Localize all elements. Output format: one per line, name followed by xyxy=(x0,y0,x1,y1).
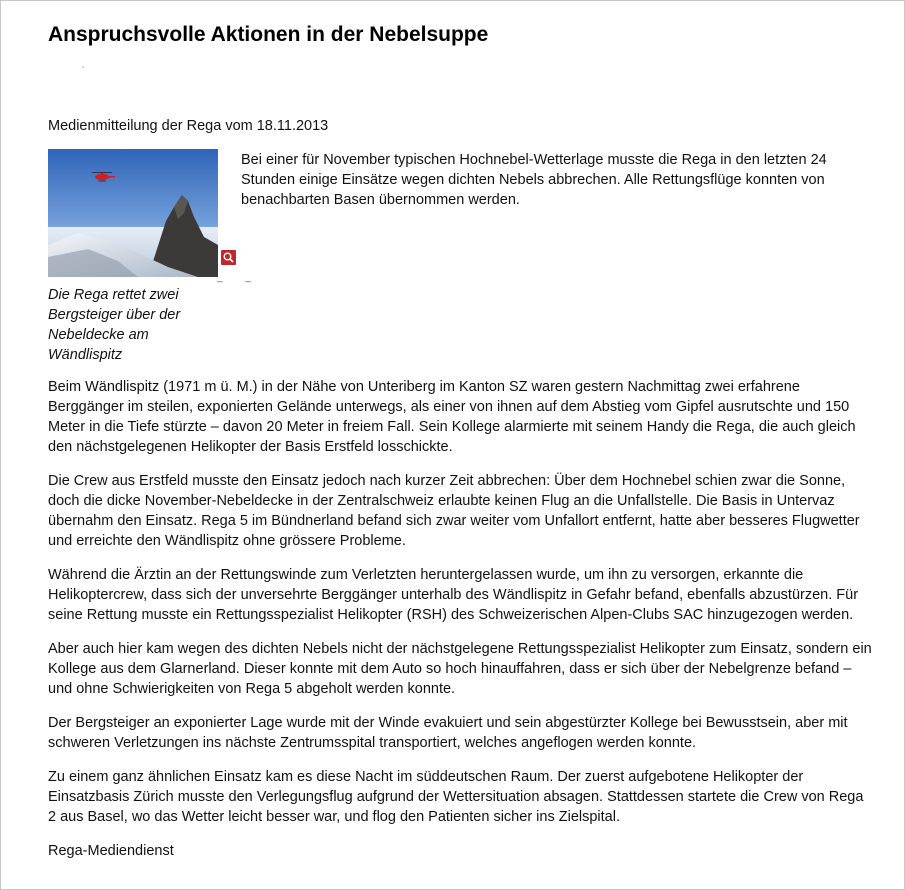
article-intro: Bei einer für November typischen Hochnebel-Wetterlage musste die Rega in den letzten 24 Stunden einige Einsätze wegen dichten Nebels abbrechen. Alle Rettungsflüge konnten von benachbarten Basen übernommen werden. xyxy=(241,152,827,208)
paragraph: Der Bergsteiger an exponierter Lage wurde mit der Winde evakuiert und sein abgestürzter Kollege bei Bewusstsein, aber mit schweren Verletzungen ins nächste Zentrumsspital transportiert, welches angeflogen werden konnte. xyxy=(48,715,848,751)
decorative-dot xyxy=(82,66,84,68)
paragraph: Beim Wändlispitz (1971 m ü. M.) in der Nähe von Unteriberg im Kanton SZ waren gestern Nachmittag zwei erfahrene Berggänger im steilen, exponierten Gelände unterwegs, als einer von ihnen auf dem Abstieg vom Gipfel ausrutschte und 150 Meter in die Tiefe stürzte – davon 20 Meter in freiem Fall. Sein Kollege alarmierte mit seinem Handy die Rega, die auch gleich den nächstgelegenen Helikopter der Basis Erstfeld losschickte. xyxy=(48,379,856,455)
signature: Rega-Mediendienst xyxy=(48,843,174,859)
mountain-helicopter-photo[interactable] xyxy=(48,149,218,277)
press-release-date: Medienmitteilung der Rega vom 18.11.2013 xyxy=(48,118,329,134)
paragraph: Die Crew aus Erstfeld musste den Einsatz jedoch nach kurzer Zeit abbrechen: Über dem Hochnebel schien zwar die Sonne, doch die dicke November-Nebeldecke in der Zentralschweiz erlaubte keinen Flug an die Unfallstelle. Die Basis in Untervaz übernahm den Einsatz. Rega 5 im Bündnerland befand sich zwar weiter vom Unfallort entfernt, hatte aber besseres Flugwetter und erreichte den Wändlispitz ohne grössere Probleme. xyxy=(48,473,860,549)
zoom-icon[interactable] xyxy=(221,250,236,265)
article-body xyxy=(48,377,873,875)
paragraph: Während die Ärztin an der Rettungswinde zum Verletzten heruntergelassen wurde, um ihn zu versorgen, erkannte die Helikoptercrew, dass sich der unversehrte Berggänger unterhalb des Wändlispitz in Gefahr befand, ebenfalls abzustürzen. Für seine Rettung musste ein Rettungsspezialist Helikopter (RSH) des Schweizerischen Alpen-Clubs SAC hinzugezogen werden. xyxy=(48,567,859,623)
image-links[interactable]: _ _ xyxy=(217,272,261,283)
paragraph: Zu einem ganz ähnlichen Einsatz kam es diese Nacht im süddeutschen Raum. Der zuerst aufgebotene Helikopter der Einsatzbasis Zürich musste den Verlegungsflug aufgrund der Wettersituation absagen. Stattdessen startete die Crew von Rega 2 aus Basel, wo das Wetter leicht besser war, und flog den Patienten sicher ins Zielspital. xyxy=(48,769,864,825)
article-title: Anspruchsvolle Aktionen in der Nebelsuppe xyxy=(48,23,489,46)
paragraph: Aber auch hier kam wegen des dichten Nebels nicht der nächstgelegene Rettungsspezialist Helikopter zum Einsatz, sondern ein Kollege aus dem Glarnerland. Dieser konnte mit dem Auto so hoch hinauffahren, dass er sich über der Nebelgrenze befand – und ohne Schwierigkeiten von Rega 5 abgeholt werden konnte. xyxy=(48,641,872,697)
image-caption: Die Rega rettet zwei Bergsteiger über der Nebeldecke am Wändlispitz xyxy=(48,287,181,363)
